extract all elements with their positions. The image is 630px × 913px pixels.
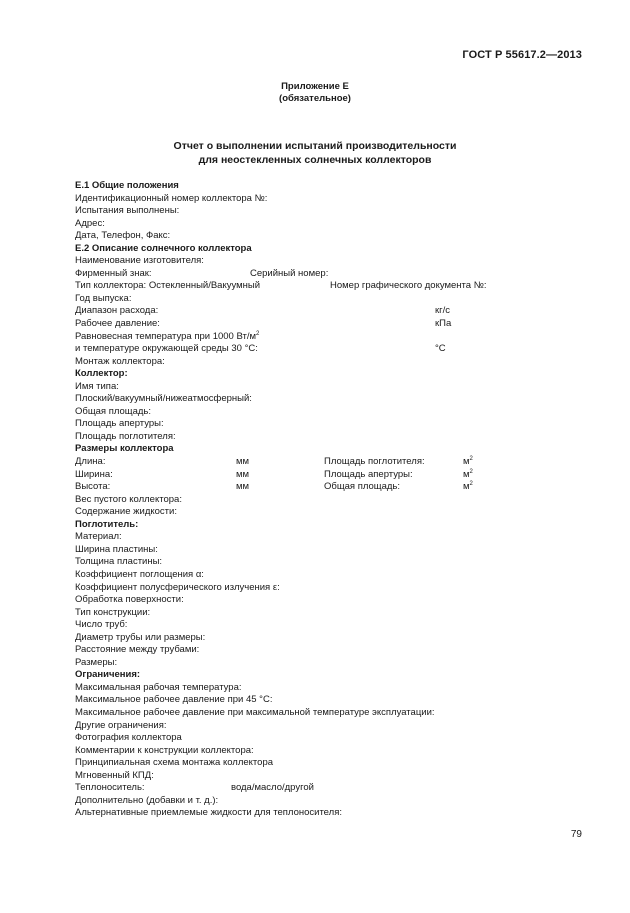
field-label: Рабочее давление:: [75, 318, 160, 330]
field-label: Максимальное рабочее давление при 45 °С:: [75, 694, 273, 706]
form-line: [75, 481, 575, 494]
form-line: [75, 732, 575, 745]
superscript: 2: [256, 330, 260, 337]
form-line: [75, 782, 575, 795]
field-label: Монтаж коллектора:: [75, 355, 165, 367]
field-label: Максимальная рабочая температура:: [75, 681, 242, 693]
report-title-line1: Отчет о выполнении испытаний производительности: [173, 140, 457, 152]
form-line: [75, 582, 575, 595]
form-line: [75, 619, 575, 632]
field-label: Ширина:: [75, 468, 113, 480]
appendix-title: Приложение Е: [281, 81, 349, 92]
field-label: Фирменный знак:: [75, 267, 152, 279]
form-line: [75, 406, 575, 419]
field-unit: $м^2$: [463, 468, 473, 480]
form-line: [75, 807, 575, 820]
section-heading: [75, 519, 575, 532]
form-line: [75, 544, 575, 557]
field-label: Идентификационный номер коллектора №:: [75, 192, 268, 204]
superscript: 2: [469, 481, 473, 488]
field-label: Год выпуска:: [75, 292, 132, 304]
form-line: [75, 745, 575, 758]
section-heading: [75, 180, 575, 193]
field-label: Ширина пластины:: [75, 543, 158, 555]
field-label: Принципиальная схема монтажа коллектора: [75, 757, 274, 769]
form-line: [75, 531, 575, 544]
form-line: [75, 293, 575, 306]
field-label: Фотография коллектора: [75, 732, 182, 744]
field-label: Размеры коллектора: [75, 443, 174, 455]
field-label: Толщина пластины:: [75, 556, 163, 568]
field-label: Дата, Телефон, Факс:: [75, 230, 171, 242]
field-label: и температуре окружающей среды 30 °С:: [75, 343, 258, 355]
form-line: [75, 795, 575, 808]
field-label: Высота:: [75, 481, 111, 493]
superscript: 2: [469, 468, 473, 475]
field-label: Дополнительно (добавки и т. д.):: [75, 794, 219, 806]
form-line: [75, 707, 575, 720]
form-line: [75, 268, 575, 281]
form-line: [75, 607, 575, 620]
field-label: Число труб:: [75, 619, 128, 631]
form-line: [75, 632, 575, 645]
form-line: [75, 757, 575, 770]
field-label: Диапазон расхода:: [75, 305, 159, 317]
form-line: [75, 331, 575, 344]
form-line: [75, 205, 575, 218]
form-line: [75, 230, 575, 243]
field-label: Содержание жидкости:: [75, 506, 177, 518]
field-unit: Общая площадь:: [324, 481, 401, 493]
form-line: [75, 506, 575, 519]
field-label: Ограничения:: [75, 669, 141, 681]
form-line: [75, 356, 575, 369]
field-label: Имя типа:: [75, 380, 119, 392]
form-line: [75, 770, 575, 783]
field-label: Общая площадь:: [75, 405, 152, 417]
field-unit: мм: [236, 468, 250, 480]
form-line: [75, 318, 575, 331]
report-title-line2: для неостекленных солнечных коллекторов: [198, 154, 432, 166]
form-line: [75, 556, 575, 569]
field-unit: кПа: [435, 318, 452, 330]
field-unit: Площадь апертуры:: [324, 468, 413, 480]
field-label: Вес пустого коллектора:: [75, 493, 182, 505]
field-unit: Серийный номер:: [250, 267, 329, 279]
field-label: Теплоноситель:: [75, 782, 145, 794]
report-form-lines: [75, 180, 575, 820]
field-label: Длина:: [75, 456, 106, 468]
field-label: Поглотитель:: [75, 518, 139, 530]
field-label: Диаметр трубы или размеры:: [75, 631, 206, 643]
field-label: Испытания выполнены:: [75, 205, 180, 217]
form-line: [75, 494, 575, 507]
field-label: Площадь апертуры:: [75, 418, 164, 430]
field-label: Альтернативные приемлемые жидкости для теплоносителя:: [75, 807, 342, 819]
field-label: Наименование изготовителя:: [75, 255, 204, 267]
standard-number: ГОСТ Р 55617.2—2013: [462, 49, 582, 61]
field-unit: Площадь поглотителя:: [324, 456, 425, 468]
field-label: Мгновенный КПД:: [75, 769, 154, 781]
section-heading: [75, 669, 575, 682]
field-unit: кг/с: [435, 305, 451, 317]
field-label: Тип коллектора: Остекленный/Вакуумный: [75, 280, 261, 292]
field-label: Обработка поверхности:: [75, 594, 184, 606]
form-line: [75, 594, 575, 607]
field-label: Коллектор:: [75, 368, 128, 380]
appendix-note: (обязательное): [279, 93, 351, 104]
section-heading: [75, 243, 575, 256]
field-unit: Номер графического документа №:: [330, 280, 487, 292]
field-label: Е.1 Общие положения: [75, 180, 179, 191]
form-line: [75, 343, 575, 356]
form-line: [75, 305, 575, 318]
field-label: Максимальное рабочее давление при максимальной температуре эксплуатации:: [75, 706, 435, 718]
field-unit: $м^2$: [463, 481, 473, 493]
form-line: [75, 456, 575, 469]
superscript: 2: [469, 456, 473, 463]
form-line: [75, 418, 575, 431]
field-label: Площадь поглотителя:: [75, 430, 176, 442]
form-line: [75, 255, 575, 268]
field-label: Равновесная температура при 1000 $Вт/м^2$: [75, 330, 260, 342]
section-heading: [75, 368, 575, 381]
field-label: Другие ограничения:: [75, 719, 167, 731]
field-label: Размеры:: [75, 656, 118, 668]
field-label: Коэффициент полусферического излучения ε:: [75, 581, 280, 593]
section-heading: [75, 443, 575, 456]
field-label: Материал:: [75, 531, 122, 543]
field-unit: мм: [236, 481, 250, 493]
field-label: Комментарии к конструкции коллектора:: [75, 744, 254, 756]
field-unit: вода/масло/другой: [231, 782, 314, 794]
field-label: Коэффициент поглощения α:: [75, 568, 204, 580]
form-line: [75, 569, 575, 582]
field-label: Е.2 Описание солнечного коллектора: [75, 242, 252, 254]
form-line: [75, 393, 575, 406]
field-unit: мм: [236, 456, 250, 468]
field-label: Расстояние между трубами:: [75, 644, 200, 656]
form-line: [75, 431, 575, 444]
form-line: [75, 682, 575, 695]
form-line: [75, 720, 575, 733]
form-line: [75, 694, 575, 707]
form-line: [75, 381, 575, 394]
field-label: Тип конструкции:: [75, 606, 151, 618]
page-number: 79: [570, 829, 582, 840]
field-label: Плоский/вакуумный/нижеатмосферный:: [75, 393, 252, 405]
form-line: [75, 193, 575, 206]
form-line: [75, 280, 575, 293]
field-unit: °С: [435, 343, 446, 355]
form-line: [75, 644, 575, 657]
field-unit: $м^2$: [463, 456, 473, 468]
field-label: Адрес:: [75, 217, 105, 229]
form-line: [75, 469, 575, 482]
form-line: [75, 657, 575, 670]
form-line: [75, 218, 575, 231]
